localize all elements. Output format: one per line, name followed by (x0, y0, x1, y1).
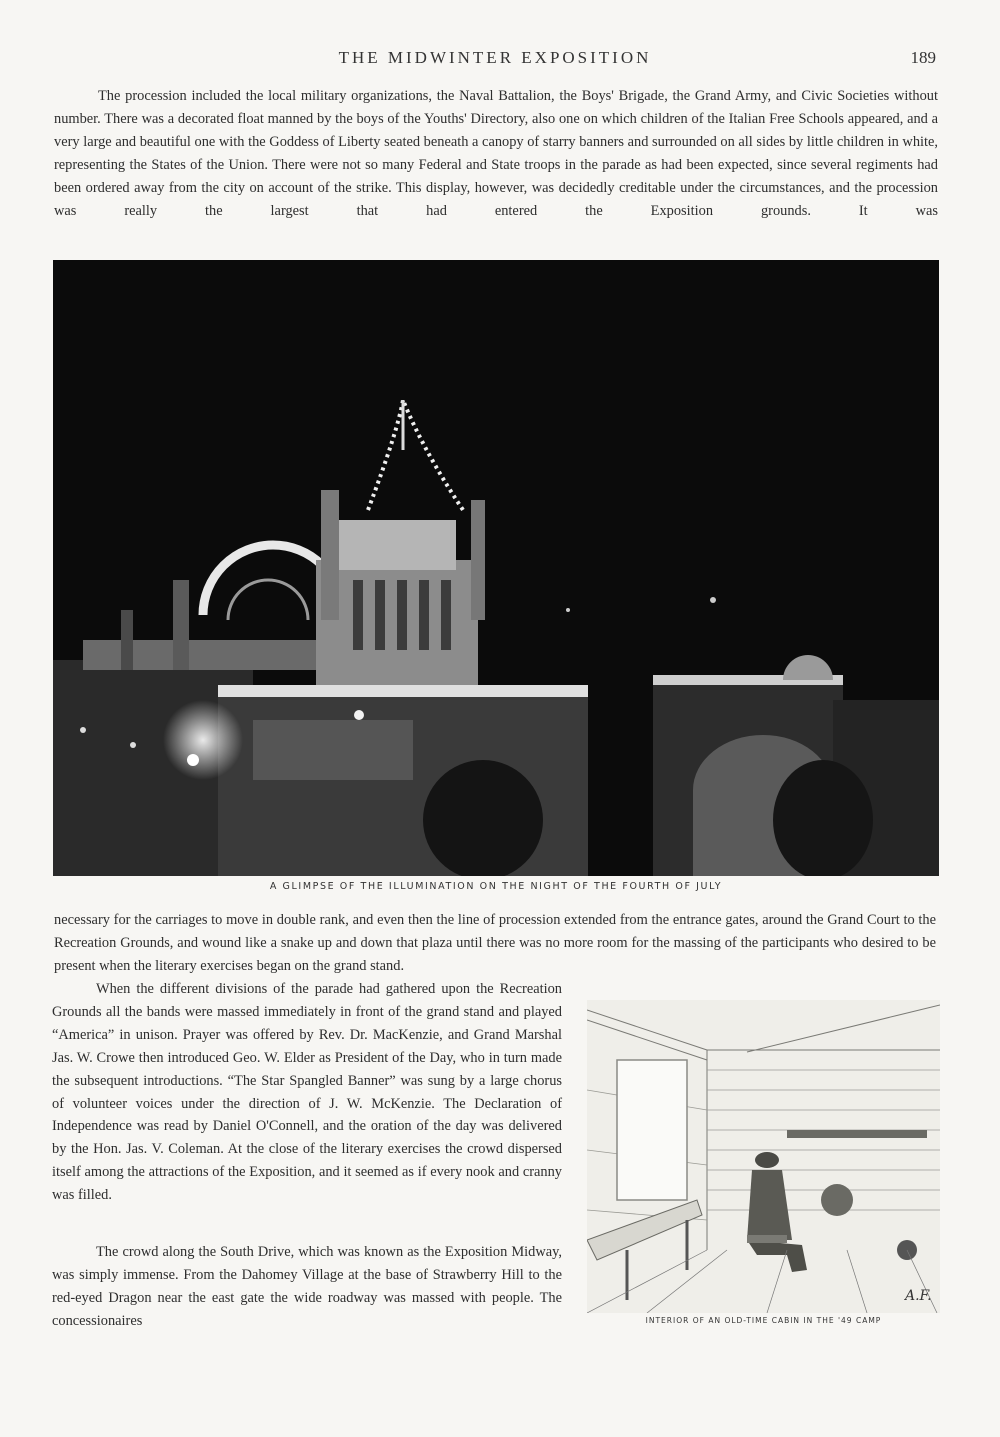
night-illumination-caption: A GLIMPSE OF THE ILLUMINATION ON THE NIGHT OF THE FOURTH OF JULY (269, 881, 723, 892)
night-illumination-photo (53, 260, 939, 876)
cabin-interior-illustration (587, 1000, 940, 1313)
paragraph-exposition-midway: The crowd along the South Drive, which was known as the Exposition Midway, was simply immense. From the Dahomey Village at the base of Strawberry Hill to the red-eyed Dragon near the east gate the wide roadway was massed with people. The concessionaires (52, 1244, 562, 1329)
page-number: 189 (910, 48, 936, 67)
paragraph-procession-continued: necessary for the carriages to move in double rank, and even then the line of procession extended from the entrance gates, around the Grand Court to the Recreation Grounds, and wound like a snake up and down that plaza until there was no more room for the massing of the participants who desired to be present when the literary exercises began on the grand stand. (54, 912, 936, 974)
paragraph-literary-exercises: When the different divisions of the parade had gathered upon the Recreation Grounds all the bands were massed immediately in front of the grand stand and played “America” in unison. Prayer was offered by Rev. Dr. MacKenzie, and Grand Marshal Jas. W. Crowe then introduced Geo. W. Elder as President of the Day, who in turn made the subsequent introductions. “The Star Spangled Banner” was sung by a large chorus of volunteer voices under the direction of J. W. McKenzie. The Declaration of Independence was read by Daniel O'Connell, and the oration of the day was delivered by the Hon. Jas. V. Coleman. At the close of the literary exercises the crowd dispersed itself among the attractions of the Exposition, and it seemed as if every nook and cranny was filled. (52, 981, 562, 1204)
cabin-interior-drawing (587, 1000, 940, 1313)
running-title: THE MIDWINTER EXPOSITION (338, 48, 652, 67)
cabin-interior-caption: INTERIOR OF AN OLD-TIME CABIN IN THE '49 CAMP (645, 1316, 882, 1325)
paragraph-procession: The procession included the local military organizations, the Naval Battalion, the Boys' Brigade, the Grand Army, and Civic Societies without number. There was a decorated float manned by the boys of the Youths' Directory, also one on which children of the Italian Free Schools appeared, and a very large and beautiful one with the Goddess of Liberty seated beneath a canopy of starry banners and surrounded on all sides by little children in white, representing the States of the Union. There were not so many Federal and State troops in the parade as had been expected, since several regiments had been ordered away from the city on account of the strike. This display, however, was decidedly creditable under the circumstances, and the procession was really the largest that had entered the Exposition grounds. It was (54, 88, 938, 219)
night-illumination-drawing (53, 260, 939, 876)
running-head (0, 48, 1000, 74)
cabin-monogram: A.F. (905, 1288, 932, 1304)
